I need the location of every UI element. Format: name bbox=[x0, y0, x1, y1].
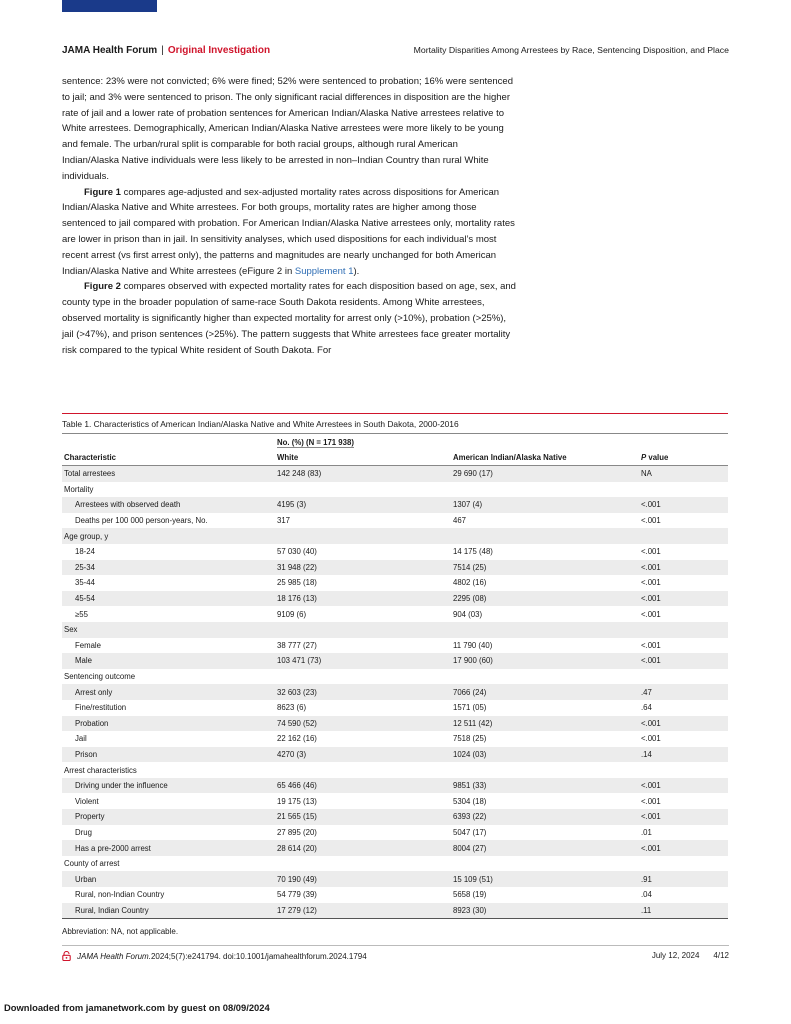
article-section: Original Investigation bbox=[167, 44, 271, 56]
cell-aian bbox=[451, 528, 639, 544]
cell-characteristic: Property bbox=[62, 809, 275, 825]
table-abbreviation: Abbreviation: NA, not applicable. bbox=[62, 927, 179, 937]
table-row bbox=[62, 700, 728, 716]
cell-aian: 904 (03) bbox=[453, 609, 483, 619]
cell-characteristic: Drug bbox=[75, 827, 92, 837]
cell-aian: 5658 (19) bbox=[453, 890, 487, 900]
cell-p-value: <.001 bbox=[639, 778, 728, 794]
table-row bbox=[62, 528, 728, 544]
cell-white: 9109 (6) bbox=[277, 609, 307, 619]
cell-p-value: .14 bbox=[639, 747, 728, 763]
cell-aian: 1307 (4) bbox=[451, 497, 639, 513]
top-color-bar bbox=[62, 0, 157, 12]
cell-characteristic: 35-44 bbox=[75, 578, 95, 588]
cell-aian: 1024 (03) bbox=[451, 747, 639, 763]
cell-characteristic: Probation bbox=[62, 716, 275, 732]
cell-p-value: <.001 bbox=[641, 547, 661, 557]
table-row bbox=[62, 903, 728, 919]
characteristics-table bbox=[62, 434, 728, 918]
table-row bbox=[62, 513, 728, 529]
paragraph-3 bbox=[62, 279, 517, 358]
cell-p-value: <.001 bbox=[641, 516, 661, 526]
cell-white: 17 279 (12) bbox=[275, 903, 451, 919]
cell-characteristic: Driving under the influence bbox=[62, 778, 275, 794]
cell-aian bbox=[451, 762, 639, 778]
cell-characteristic: Urban bbox=[62, 871, 275, 887]
footer-citation bbox=[62, 951, 367, 961]
cell-p-value bbox=[639, 762, 728, 778]
table-row bbox=[62, 591, 728, 607]
footer-right bbox=[638, 951, 729, 961]
page-header bbox=[62, 43, 729, 57]
cell-white bbox=[275, 669, 451, 685]
table-row bbox=[62, 762, 728, 778]
table-row bbox=[62, 466, 728, 482]
cell-p-value: <.001 bbox=[641, 734, 661, 744]
table-row bbox=[62, 793, 728, 809]
cell-white: 22 162 (16) bbox=[277, 734, 317, 744]
cell-p-value: .91 bbox=[639, 871, 728, 887]
cell-white: 31 948 (22) bbox=[275, 560, 451, 576]
cell-p-value: <.001 bbox=[639, 716, 728, 732]
brand-separator: | bbox=[161, 44, 164, 56]
table-row bbox=[62, 887, 728, 903]
cell-characteristic: Rural, non-Indian Country bbox=[75, 890, 165, 900]
cell-characteristic: Mortality bbox=[64, 484, 94, 494]
cell-aian: 467 bbox=[453, 516, 467, 526]
cell-characteristic: Arrest characteristics bbox=[64, 765, 137, 775]
cell-white: 4195 (3) bbox=[275, 497, 451, 513]
cell-p-value: <.001 bbox=[639, 840, 728, 856]
cell-aian: 8923 (30) bbox=[451, 903, 639, 919]
journal-name: JAMA Health Forum bbox=[62, 44, 158, 56]
cell-white: 18 176 (13) bbox=[275, 591, 451, 607]
table-row bbox=[62, 856, 728, 872]
cell-white: 25 985 (18) bbox=[277, 578, 317, 588]
paragraph-2-text: compares age-adjusted and sex-adjusted mortality rates across dispositions for American Indian/Alaska Native and White arrestees. For both groups, mortality rates are higher among those sentenced to jail compared with probation. For American Indian/Alaska Native arrestees only, mortality rates are lower in prison than in jail. In sensitivity analyses, which used dispositions for each individual’s most recent arrest (vs first arrest only), the patterns and magnitudes are nearly unchanged for both American Indian/Alaska Native and White arrestees (eFigure 2 in bbox=[62, 186, 515, 277]
cell-characteristic: 25-34 bbox=[62, 560, 275, 576]
cell-p-value: .04 bbox=[641, 890, 652, 900]
table-row bbox=[62, 622, 728, 638]
page-footer bbox=[62, 945, 729, 961]
cell-white: 317 bbox=[277, 516, 291, 526]
cell-characteristic: Jail bbox=[75, 734, 87, 744]
cell-p-value: .64 bbox=[641, 703, 652, 713]
cell-aian: 8004 (27) bbox=[451, 840, 639, 856]
table-row bbox=[62, 809, 728, 825]
table-row bbox=[62, 825, 728, 841]
cell-white: 27 895 (20) bbox=[277, 827, 317, 837]
cell-white: 142 248 (83) bbox=[275, 466, 451, 482]
col-header-characteristic: Characteristic bbox=[62, 450, 275, 466]
table-row bbox=[62, 731, 728, 747]
paragraph-2-end: ). bbox=[353, 265, 360, 277]
cell-white: 19 175 (13) bbox=[277, 796, 317, 806]
cell-characteristic: Has a pre-2000 arrest bbox=[62, 840, 275, 856]
paragraph-2 bbox=[62, 185, 517, 280]
footer-page: 4/12 bbox=[713, 951, 729, 960]
p-rest: value bbox=[646, 453, 669, 462]
table-body bbox=[62, 466, 728, 919]
cell-characteristic: Female bbox=[75, 640, 101, 650]
cell-aian: 7518 (25) bbox=[453, 734, 487, 744]
cell-white bbox=[275, 856, 451, 872]
cell-aian: 12 511 (42) bbox=[451, 716, 639, 732]
footer-doi[interactable]: 2024;5(7):e241794. doi:10.1001/jamahealthforum.2024.1794 bbox=[150, 951, 367, 961]
cell-characteristic: Violent bbox=[75, 796, 99, 806]
cell-characteristic: Deaths per 100 000 person-years, No. bbox=[75, 516, 208, 526]
table-bottom-rule bbox=[62, 918, 728, 919]
table-row bbox=[62, 716, 728, 732]
table-row bbox=[62, 482, 728, 498]
cell-p-value: NA bbox=[639, 466, 728, 482]
cell-aian: 15 109 (51) bbox=[451, 871, 639, 887]
cell-white: 65 466 (46) bbox=[275, 778, 451, 794]
table-row bbox=[62, 653, 728, 669]
table-title: Table 1. Characteristics of American Indian/Alaska Native and White Arrestees in South Dakota, 2000-2016 bbox=[62, 414, 728, 434]
cell-p-value: .11 bbox=[639, 903, 728, 919]
table-row bbox=[62, 747, 728, 763]
figure-1-ref[interactable]: Figure 1 bbox=[84, 186, 121, 198]
cell-white bbox=[275, 762, 451, 778]
cell-aian: 4802 (16) bbox=[453, 578, 487, 588]
running-title: Mortality Disparities Among Arrestees by Race, Sentencing Disposition, and Place bbox=[413, 45, 729, 55]
cell-aian: 6393 (22) bbox=[451, 809, 639, 825]
cell-p-value: <.001 bbox=[639, 809, 728, 825]
download-notice: Downloaded from jamanetwork.com by guest on 08/09/2024 bbox=[4, 1002, 270, 1013]
cell-characteristic: 45-54 bbox=[62, 591, 275, 607]
col-header-p-value bbox=[639, 450, 728, 466]
cell-aian: 9851 (33) bbox=[451, 778, 639, 794]
table-row bbox=[62, 575, 728, 591]
cell-white bbox=[275, 622, 451, 638]
figure-2-ref[interactable]: Figure 2 bbox=[84, 281, 121, 293]
cell-aian bbox=[451, 482, 639, 498]
paragraph-1: sentence: 23% were not convicted; 6% were fined; 52% were sentenced to probation; 16% were sentenced to jail; and 3% were sentenced to prison. The only significant racial differences in disposition are the higher rate of jail and a lower rate of probation sentences for American Indian/Alaska Native arrestees relative to White arrestees. Demographically, American Indian/Alaska Native arrestees were more likely to be young and female. The urban/rural split is comparable for both racial groups, although rural American Indian/Alaska Native individuals were less likely to be arrested in non–Indian Country than rural White individuals. bbox=[62, 76, 513, 182]
cell-p-value bbox=[639, 622, 728, 638]
cell-white: 74 590 (52) bbox=[275, 716, 451, 732]
p-italic: P bbox=[641, 453, 647, 462]
cell-white: 28 614 (20) bbox=[275, 840, 451, 856]
cell-white: 38 777 (27) bbox=[277, 640, 317, 650]
cell-p-value: <.001 bbox=[641, 796, 661, 806]
cell-p-value: <.001 bbox=[641, 578, 661, 588]
cell-aian: 11 790 (40) bbox=[453, 640, 493, 650]
cell-characteristic: County of arrest bbox=[64, 859, 120, 869]
table-row bbox=[62, 497, 728, 513]
cell-white: 57 030 (40) bbox=[277, 547, 317, 557]
cell-p-value: <.001 bbox=[641, 609, 661, 619]
cell-white: 54 779 (39) bbox=[277, 890, 317, 900]
cell-p-value: <.001 bbox=[639, 497, 728, 513]
cell-characteristic: ≥55 bbox=[75, 609, 88, 619]
cell-white: 4270 (3) bbox=[275, 747, 451, 763]
cell-white bbox=[275, 482, 451, 498]
cell-characteristic: Total arrestees bbox=[62, 466, 275, 482]
cell-characteristic: Fine/restitution bbox=[75, 703, 127, 713]
cell-characteristic: Arrest only bbox=[62, 684, 275, 700]
cell-characteristic: Arrestees with observed death bbox=[62, 497, 275, 513]
table-row bbox=[62, 560, 728, 576]
cell-p-value: <.001 bbox=[639, 591, 728, 607]
cell-aian: 29 690 (17) bbox=[451, 466, 639, 482]
cell-aian bbox=[451, 622, 639, 638]
cell-characteristic: Prison bbox=[62, 747, 275, 763]
cell-p-value: .47 bbox=[639, 684, 728, 700]
cell-aian: 2295 (08) bbox=[451, 591, 639, 607]
cell-white: 70 190 (49) bbox=[275, 871, 451, 887]
open-access-lock-icon bbox=[62, 951, 71, 961]
cell-p-value bbox=[639, 669, 728, 685]
cell-aian: 5304 (18) bbox=[453, 796, 487, 806]
table-row bbox=[62, 840, 728, 856]
cell-characteristic: Male bbox=[62, 653, 275, 669]
cell-p-value bbox=[639, 856, 728, 872]
table-row bbox=[62, 606, 728, 622]
cell-aian: 7514 (25) bbox=[451, 560, 639, 576]
table-row bbox=[62, 778, 728, 794]
footer-date: July 12, 2024 bbox=[651, 951, 700, 960]
col-header-white: White bbox=[275, 450, 451, 466]
cell-characteristic: Age group, y bbox=[62, 528, 275, 544]
cell-aian: 14 175 (48) bbox=[453, 547, 493, 557]
cell-white: 103 471 (73) bbox=[275, 653, 451, 669]
cell-p-value bbox=[639, 528, 728, 544]
article-body bbox=[62, 74, 517, 358]
span-header: No. (%) (N = 171 938) bbox=[277, 437, 354, 447]
cell-aian: 5047 (17) bbox=[453, 827, 487, 837]
cell-aian: 1571 (05) bbox=[453, 703, 487, 713]
table-row bbox=[62, 544, 728, 560]
cell-aian: 7066 (24) bbox=[451, 684, 639, 700]
table-1 bbox=[62, 413, 728, 936]
cell-p-value: <.001 bbox=[639, 653, 728, 669]
cell-characteristic: Sex bbox=[62, 622, 275, 638]
cell-p-value bbox=[639, 482, 728, 498]
table-row bbox=[62, 684, 728, 700]
cell-white: 21 565 (15) bbox=[275, 809, 451, 825]
supplement-link[interactable]: Supplement 1 bbox=[294, 265, 354, 277]
paragraph-3-text: compares observed with expected mortality rates for each disposition based on age, sex, and county type in the broader population of same-race South Dakota residents. Among White arrestees, observed mortality is significantly higher than expected mortality for arrest only (>10%), probation (>25%), jail (>47%), and prison sentences (>25%). The pattern suggests that White arrestees face greater mortality risk compared to the typical White resident of South Dakota. For bbox=[62, 281, 516, 356]
cell-p-value: <.001 bbox=[639, 560, 728, 576]
cell-characteristic: Sentencing outcome bbox=[64, 672, 136, 682]
cell-characteristic: Rural, Indian Country bbox=[62, 903, 275, 919]
table-row bbox=[62, 669, 728, 685]
cell-aian: 17 900 (60) bbox=[451, 653, 639, 669]
cell-p-value: <.001 bbox=[641, 640, 661, 650]
table-row bbox=[62, 638, 728, 654]
footer-journal: JAMA Health Forum. bbox=[77, 951, 151, 961]
cell-characteristic: 18-24 bbox=[75, 547, 95, 557]
col-header-aian: American Indian/Alaska Native bbox=[451, 450, 639, 466]
cell-white bbox=[275, 528, 451, 544]
cell-white: 32 603 (23) bbox=[275, 684, 451, 700]
cell-p-value: .01 bbox=[641, 827, 652, 837]
journal-brand bbox=[62, 45, 270, 56]
table-row bbox=[62, 871, 728, 887]
cell-aian bbox=[451, 856, 639, 872]
cell-white: 8623 (6) bbox=[277, 703, 307, 713]
cell-aian bbox=[451, 669, 639, 685]
